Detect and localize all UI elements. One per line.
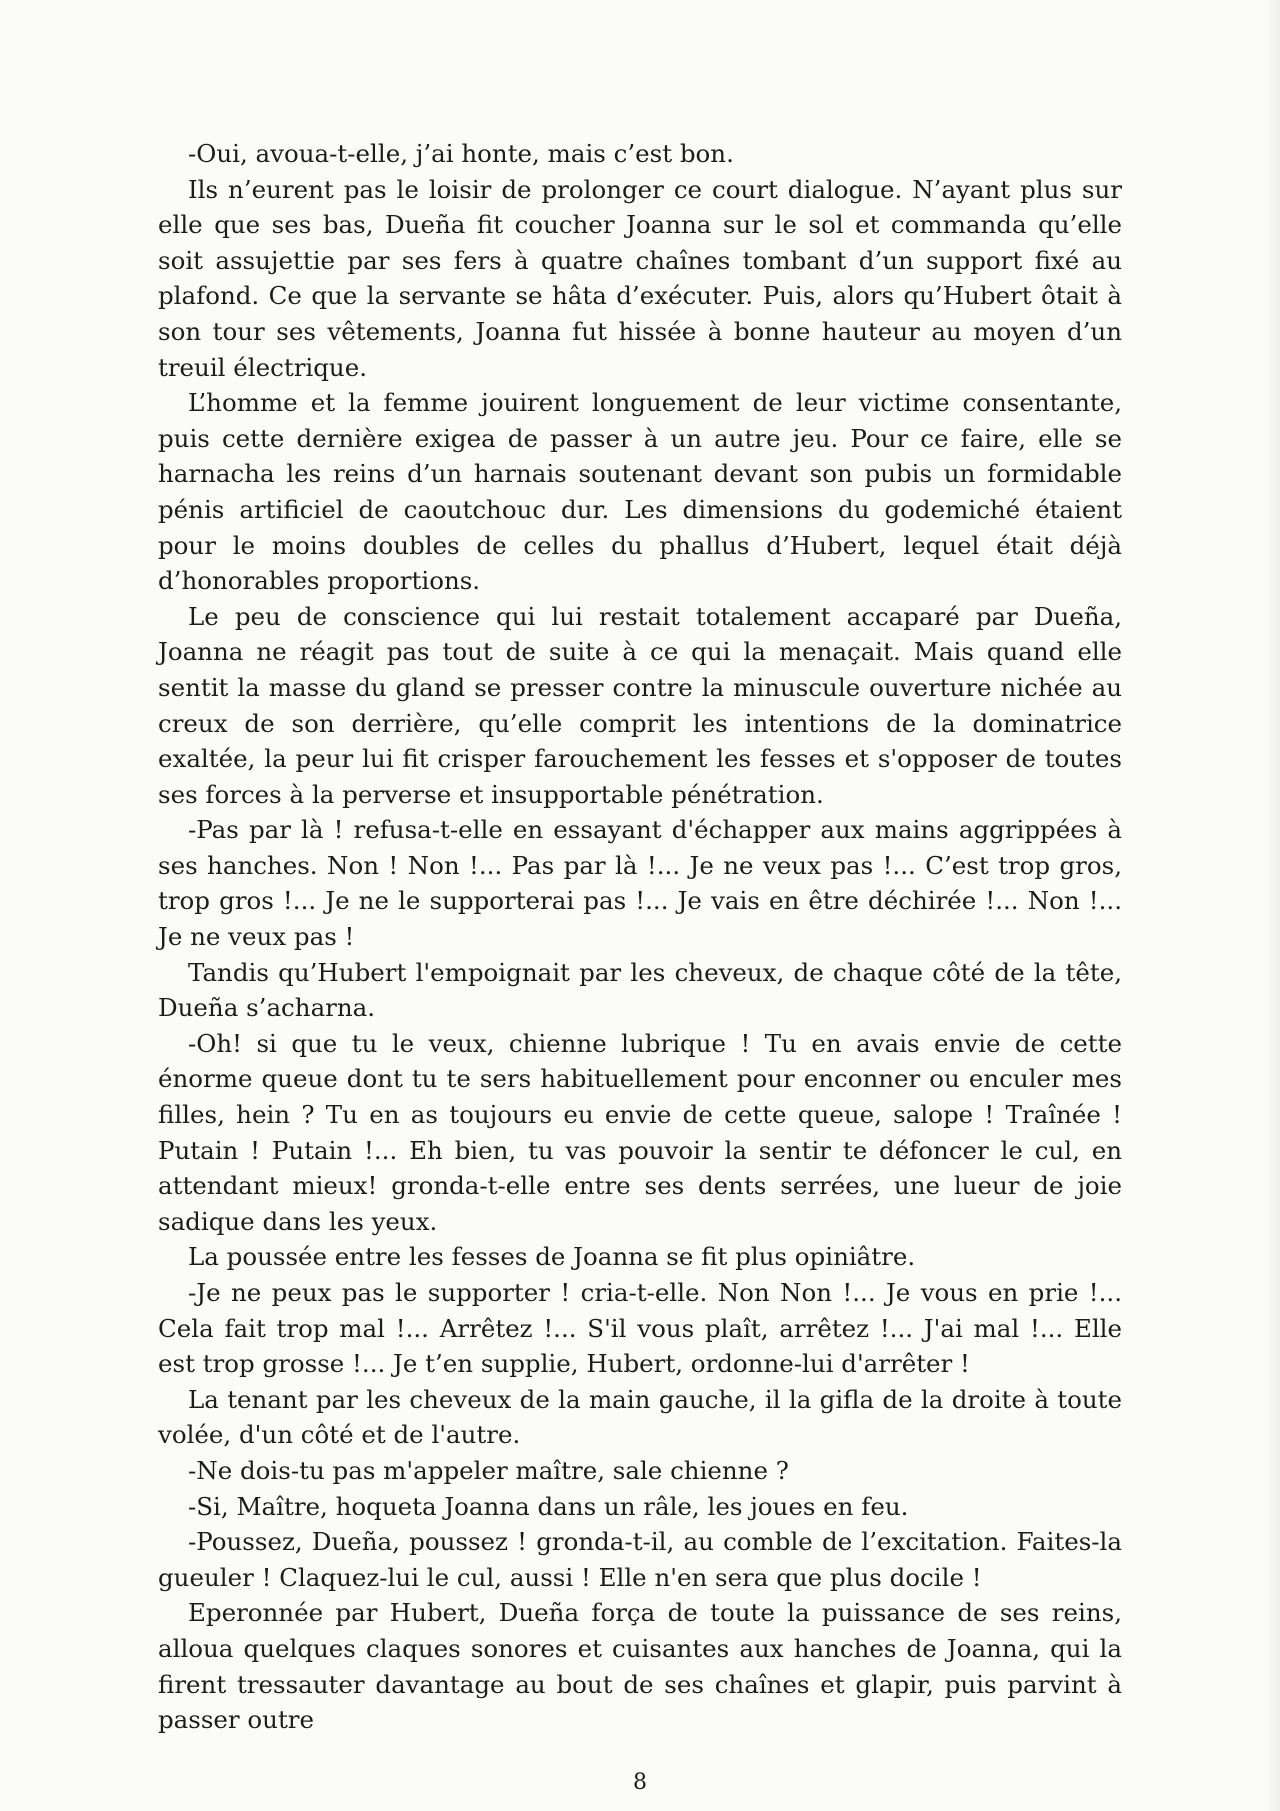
paragraph-9: -Je ne peux pas le supporter ! cria-t-elle. Non Non !... Je vous en prie !... Cela fait trop mal !... Arrêtez !... S'il vous plaît, arrêtez !... J'ai mal !... Elle est trop grosse !... Je t’en supplie, Hubert, ordonne-lui d'arrêter ! xyxy=(158,1278,1122,1379)
paragraph-7: -Oh! si que tu le veux, chienne lubrique ! Tu en avais envie de cette énorme queue dont tu te sers habituellement pour enconner ou enculer mes filles, hein ? Tu en as toujours eu envie de cette queue, salope ! Traînée ! Putain ! Putain !... Eh bien, tu vas pouvoir la sentir te défoncer le cul, en attendant mieux! gronda-t-elle entre ses dents serrées, une lueur de joie sadique dans les yeux. xyxy=(158,1028,1122,1236)
paragraph-3: L’homme et la femme jouirent longuement de leur victime consentante, puis cette dernière exigea de passer à un autre jeu. Pour ce faire, elle se harnacha les reins d’un harnais soutenant devant son pubis un formidable pénis artificiel de caoutchouc dur. Les dimensions du godemiché étaient pour le moins doubles de celles du phallus d’Hubert, lequel était déjà d’honorables proportions. xyxy=(158,388,1122,596)
paragraph-12: -Si, Maître, hoqueta Joanna dans un râle, les joues en feu. xyxy=(188,1491,909,1521)
page-number: 8 xyxy=(633,1770,647,1795)
paragraph-5: -Pas par là ! refusa-t-elle en essayant d'échapper aux mains aggrippées à ses hanches. Non ! Non !... Pas par là !... Je ne veux pas !... C’est trop gros, trop gros !... Je ne le supporterai pas !... Je vais en être déchirée !... Non !... Je ne veux pas ! xyxy=(158,815,1122,952)
paragraph-6: Tandis qu’Hubert l'empoignait par les cheveux, de chaque côté de la tête, Dueña s’acharna. xyxy=(158,957,1122,1023)
paragraph-8: La poussée entre les fesses de Joanna se fit plus opiniâtre. xyxy=(188,1242,916,1272)
paragraph-4: Le peu de conscience qui lui restait totalement accaparé par Dueña, Joanna ne réagit pas tout de suite à ce qui la menaçait. Mais quand elle sentit la masse du gland se presser contre la minuscule ouverture nichée au creux de son derrière, qu’elle comprit les intentions de la dominatrice exaltée, la peur lui fit crisper farouchement les fesses et s'opposer de toutes ses forces à la perverse et insupportable pénétration. xyxy=(158,601,1122,809)
paragraph-10: La tenant par les cheveux de la main gauche, il la gifla de la droite à toute volée, d'un côté et de l'autre. xyxy=(158,1384,1122,1450)
page-edge-shadow xyxy=(1266,0,1280,1811)
paragraph-14: Eperonnée par Hubert, Dueña força de toute la puissance de ses reins, alloua quelques claques sonores et cuisantes aux hanches de Joanna, qui la firent tressauter davantage au bout de ses chaînes et glapir, puis parvint à passer outre xyxy=(158,1598,1122,1735)
paragraph-13: -Poussez, Dueña, poussez ! gronda-t-il, au comble de l’excitation. Faites-la gueuler ! Claquez-lui le cul, aussi ! Elle n'en sera que plus docile ! xyxy=(158,1527,1122,1592)
body-text xyxy=(158,136,1122,1738)
paragraph-2: Ils n’eurent pas le loisir de prolonger ce court dialogue. N’ayant plus sur elle que ses bas, Dueña fit coucher Joanna sur le sol et commanda qu’elle soit assujettie par ses fers à quatre chaînes tombant d’un support fixé au plafond. Ce que la servante se hâta d’exécuter. Puis, alors qu’Hubert ôtait à son tour ses vêtements, Joanna fut hissée à bonne hauteur au moyen d’un treuil électrique. xyxy=(158,174,1122,382)
paragraph-1: -Oui, avoua-t-elle, j’ai honte, mais c’est bon. xyxy=(188,139,734,168)
paragraph-11: -Ne dois-tu pas m'appeler maître, sale chienne ? xyxy=(188,1455,789,1485)
